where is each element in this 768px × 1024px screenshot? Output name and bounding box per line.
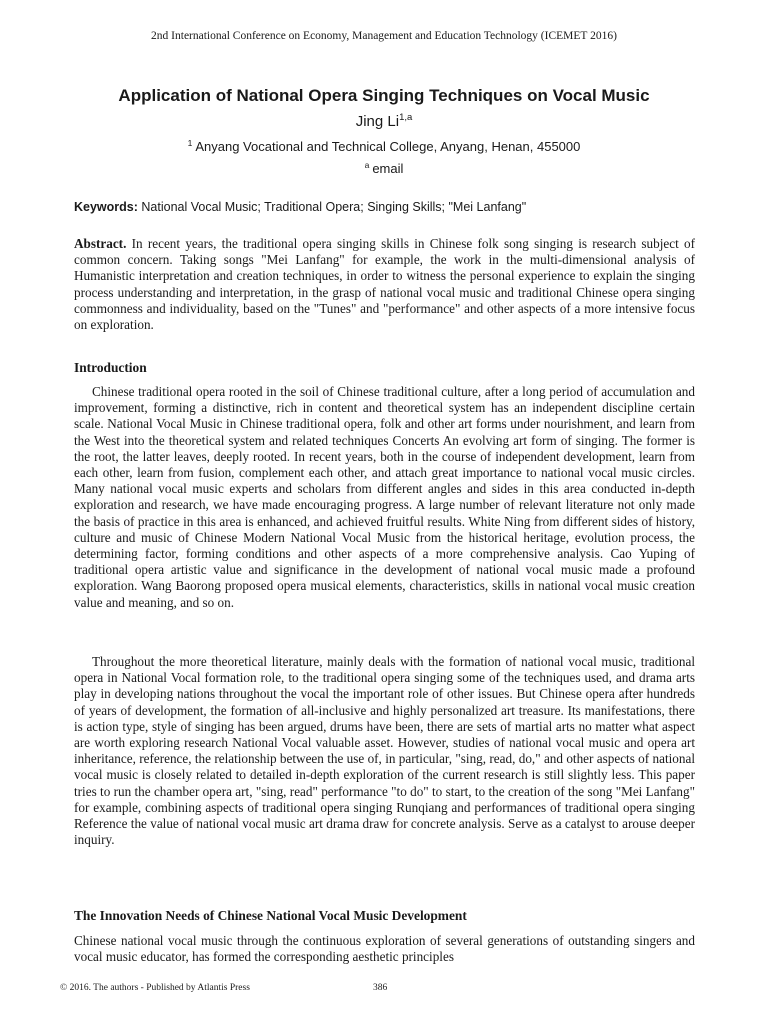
email-line (0, 161, 768, 176)
innovation-paragraph-1: Chinese national vocal music through the continuous exploration of several generations of outstanding singers and vocal music educator, has formed the corresponding aesthetic principles (74, 933, 695, 965)
author-line (0, 113, 768, 130)
paper-title: Application of National Opera Singing Techniques on Vocal Music (118, 86, 650, 105)
keywords-text: National Vocal Music; Traditional Opera; Singing Skills; "Mei Lanfang" (141, 200, 527, 214)
footer-copyright: © 2016. The authors - Published by Atlantis Press (60, 983, 250, 993)
introduction-paragraph-1: Chinese traditional opera rooted in the soil of Chinese traditional culture, after a long period of accumulation and improvement, forming a distinctive, rich in content and theoretical system has an independent discipline certain scale. National Vocal Music in Chinese traditional opera, folk and other art forms under nourishment, and learn from the West into the theoretical system and related techniques Concerts An evolving art form of singing. The former is the root, the latter leaves, deeply rooted. In recent years, both in the course of independent development, learn from each other, learn from fusion, complement each other, and attach great importance to national vocal music circles. Many national vocal music experts and scholars from different angles and sides in this area conducted in-depth exploration and research, we have made encouraging progress. A large number of relevant literature not only made the basis of practice in this area is enhanced, and achieved fruitful results. White Ning from different sides of history, culture and music of Chinese Modern National Vocal Music from the historical heritage, evolution process, the determining factor, forming conditions and other aspects of a more comprehensive analysis. Cao Yuping of traditional opera artistic value and significance in the development of national vocal music made a profound exploration. Wang Baorong proposed opera musical elements, characteristics, skills in national vocal music creation value and meaning, and so on. (74, 384, 695, 610)
email-text: email (372, 161, 404, 176)
keywords-line (74, 200, 694, 214)
affiliation-line (0, 139, 768, 154)
footer-page-number: 386 (373, 983, 388, 993)
email-superscript: a (364, 160, 370, 170)
introduction-paragraph-2: Throughout the more theoretical literature, mainly deals with the formation of national vocal music, traditional opera in National Vocal formation role, to the traditional opera singing some of the techniques used, and drama arts play in developing nations throughout the vocal the important role of other issues. But Chinese opera after hundreds of years of development, the formation of all-inclusive and highly personalized art treasure. Its manifestations, there is action type, style of singing has been argued, drums have been, there are sets of martial arts no matter what aspect are worth exploring research National Vocal valuable asset. However, studies of national vocal music and opera art inheritance, reference, the relationship between the use of, in particular, "sing, read, do," and other aspects of national vocal music is closely related to detailed in-depth exploration of the current research is still slightly less. This paper tries to run the chamber opera art, "sing, read" performance "to do" to start, to the creation of the song "Mei Lanfang" for example, combining aspects of traditional opera singing Runqiang and performances of traditional opera singing Reference the value of national vocal music art drama draw for concrete analysis. Serve as a catalyst to arouse deeper inquiry. (74, 654, 695, 848)
affiliation-text: Anyang Vocational and Technical College, Anyang, Henan, 455000 (195, 139, 581, 154)
conference-header: 2nd International Conference on Economy, Management and Education Technology (ICEMET 2016) (151, 30, 617, 42)
author-name: Jing Li (355, 113, 400, 130)
keywords-label: Keywords: (74, 200, 138, 214)
abstract-text: In recent years, the traditional opera singing skills in Chinese folk song singing is research subject of common concern. Taking songs "Mei Lanfang" for example, the work in the multi-dimensional analysis of Humanistic interpretation and creation techniques, in order to witness the personal experience to explain the singing process understanding and interpretation, in the grasp of national vocal music and traditional Chinese opera singing commonness and individuality, based on the "Tunes" and "performance" and other aspects of a more intensive focus on exploration. (74, 236, 695, 333)
affiliation-superscript: 1 (187, 138, 193, 148)
abstract-label: Abstract. (74, 236, 127, 251)
section-heading-introduction: Introduction (74, 360, 147, 375)
section-heading-innovation: The Innovation Needs of Chinese National Vocal Music Development (74, 908, 467, 923)
author-superscript: 1,a (399, 112, 413, 123)
abstract-paragraph (74, 236, 695, 333)
